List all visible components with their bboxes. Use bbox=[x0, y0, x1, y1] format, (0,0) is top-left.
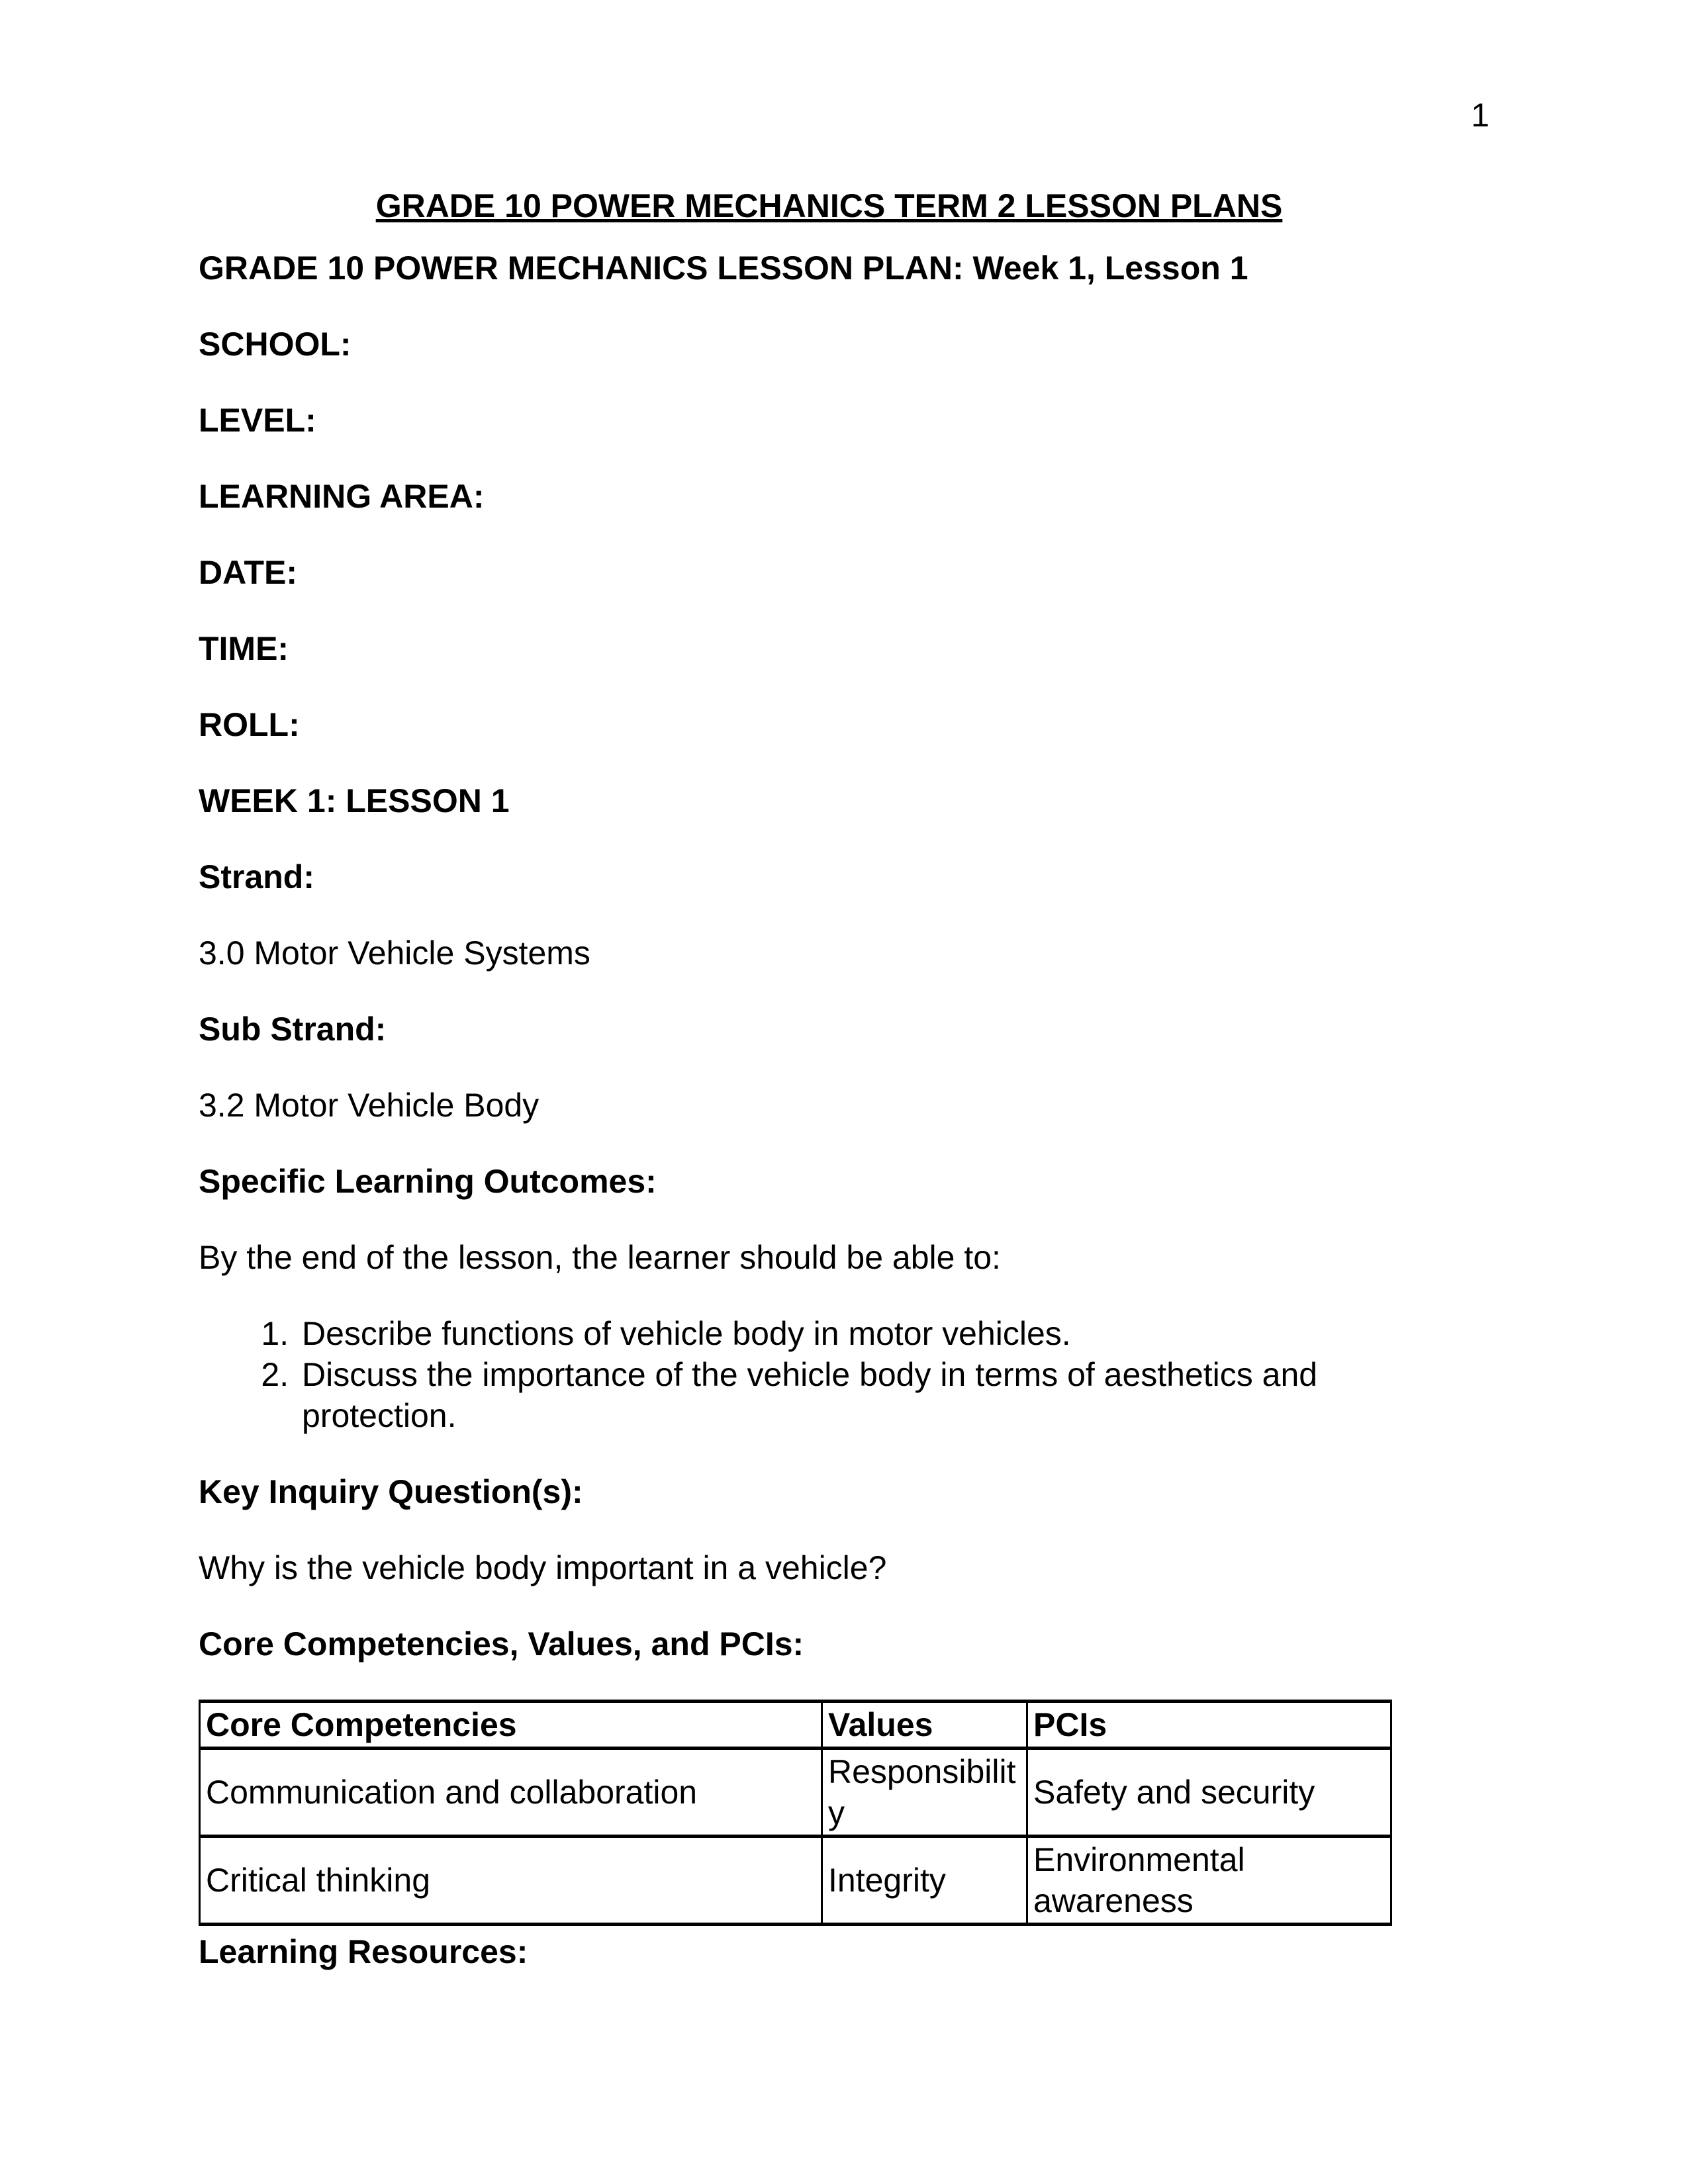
outcomes-heading: Specific Learning Outcomes: bbox=[199, 1163, 657, 1200]
strand-value: 3.0 Motor Vehicle Systems bbox=[199, 934, 590, 972]
table-header-core-competencies: Core Competencies bbox=[200, 1702, 822, 1749]
field-label-school: SCHOOL: bbox=[199, 326, 352, 363]
outcome-item-2: 2. Discuss the importance of the vehicle body in terms of aesthetics and protection. bbox=[298, 1354, 1460, 1436]
sub-strand-value: 3.2 Motor Vehicle Body bbox=[199, 1087, 539, 1124]
week-lesson-heading: WEEK 1: LESSON 1 bbox=[199, 782, 510, 819]
competencies-heading: Core Competencies, Values, and PCIs: bbox=[199, 1625, 804, 1662]
outcome-item-1: 1. Describe functions of vehicle body in motor vehicles. bbox=[298, 1313, 1460, 1354]
resources-heading: Learning Resources: bbox=[199, 1933, 528, 1970]
strand-label: Strand: bbox=[199, 858, 314, 895]
cell-pci: Safety and security bbox=[1027, 1749, 1391, 1837]
outcomes-intro: By the end of the lesson, the learner should be able to: bbox=[199, 1239, 1001, 1276]
competencies-table bbox=[199, 1700, 1392, 1926]
page-number: 1 bbox=[1471, 97, 1489, 134]
key-inquiry-question: Why is the vehicle body important in a vehicle? bbox=[199, 1549, 887, 1586]
field-label-level: LEVEL: bbox=[199, 402, 316, 439]
table-header-values: Values bbox=[822, 1702, 1027, 1749]
lesson-plan-heading: GRADE 10 POWER MECHANICS LESSON PLAN: Week 1, Lesson 1 bbox=[199, 250, 1248, 287]
table-row bbox=[200, 1837, 1391, 1925]
table-row bbox=[200, 1749, 1391, 1837]
key-inquiry-heading: Key Inquiry Question(s): bbox=[199, 1473, 583, 1510]
outcomes-list bbox=[199, 1313, 1460, 1436]
cell-value: Integrity bbox=[822, 1837, 1027, 1925]
cell-core-competency: Communication and collaboration bbox=[200, 1749, 822, 1837]
field-label-date: DATE: bbox=[199, 554, 298, 591]
table-header-row bbox=[200, 1702, 1391, 1749]
cell-core-competency: Critical thinking bbox=[200, 1837, 822, 1925]
table-header-pcis: PCIs bbox=[1027, 1702, 1391, 1749]
field-label-roll: ROLL: bbox=[199, 706, 300, 743]
field-label-time: TIME: bbox=[199, 630, 289, 667]
field-label-learning-area: LEARNING AREA: bbox=[199, 478, 485, 515]
document-title: GRADE 10 POWER MECHANICS TERM 2 LESSON PLANS bbox=[375, 187, 1283, 224]
cell-value: Responsibility bbox=[822, 1749, 1027, 1837]
sub-strand-label: Sub Strand: bbox=[199, 1011, 387, 1048]
cell-pci: Environmental awareness bbox=[1027, 1837, 1391, 1925]
